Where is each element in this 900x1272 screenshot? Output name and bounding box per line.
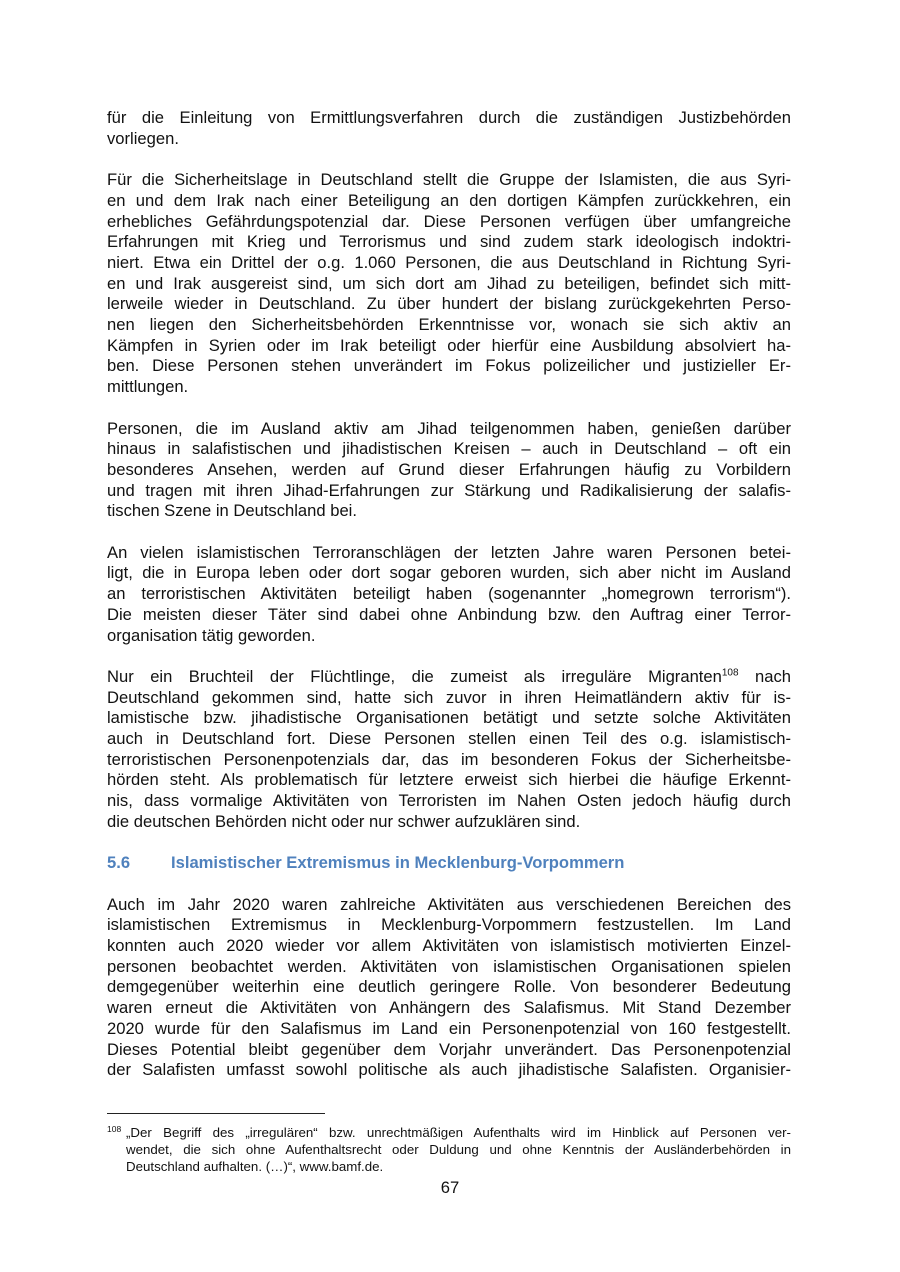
paragraph-2 xyxy=(107,170,791,398)
text-line: erhebliches Gefährdungspotenzial dar. Diese Personen verfügen über umfangreiche xyxy=(107,211,791,231)
text-line: waren erneut die Aktivitäten von Anhängern des Salafismus. Mit Stand Dezember xyxy=(107,998,791,1018)
section-heading xyxy=(107,853,791,874)
text-line: Erfahrungen mit Krieg und Terrorismus und sind zudem stark ideologisch indoktri- xyxy=(107,232,791,252)
page-number: 67 xyxy=(440,1178,460,1197)
text-line: ligt, die in Europa leben oder dort sogar geboren wurden, sich aber nicht im Ausland xyxy=(107,563,791,583)
text-line: organisation tätig geworden. xyxy=(107,625,316,645)
text-line: hinaus in salafistischen und jihadistischen Kreisen – auch in Deutschland – oft ein xyxy=(107,439,791,459)
paragraph-5 xyxy=(107,667,791,833)
paragraph-4 xyxy=(107,543,791,647)
text-line: an terroristischen Aktivitäten beteiligt haben (sogenannter „homegrown terrorism“). xyxy=(107,584,791,604)
section-paragraph xyxy=(107,895,791,1081)
text-line: Kämpfen in Syrien oder im Irak beteiligt oder hierfür eine Ausbildung absolviert ha- xyxy=(107,335,791,355)
text-line: en und Irak ausgereist sind, um sich dort am Jihad zu beteiligen, befindet sich mitt- xyxy=(107,273,791,293)
text-line: islamistischen Extremismus in Mecklenburg-Vorpommern festzustellen. Im Land xyxy=(107,915,791,935)
text-line: die deutschen Behörden nicht oder nur schwer aufzuklären sind. xyxy=(107,811,581,831)
paragraph-1 xyxy=(107,108,791,149)
footnote-separator xyxy=(107,1113,325,1114)
text-line: nen liegen den Sicherheitsbehörden Erkenntnisse vor, wonach sie sich aktiv an xyxy=(107,315,791,335)
text-line: terroristischen Personenpotenzials dar, das im besonderen Fokus der Sicherheitsbe- xyxy=(107,749,791,769)
text-line: lamistische bzw. jihadistische Organisationen betätigt und setzte solche Aktivitäten xyxy=(107,708,791,728)
text-line: niert. Etwa ein Drittel der o.g. 1.060 Personen, die aus Deutschland in Richtung Syri- xyxy=(107,252,791,272)
text-line: besonderes Ansehen, werden auf Grund dieser Erfahrungen häufig zu Vorbildern xyxy=(107,459,791,479)
text-line: und tragen mit ihren Jihad-Erfahrungen zur Stärkung und Radikalisierung der salafis- xyxy=(107,480,791,500)
section-title: Islamistischer Extremismus in Mecklenburg-Vorpommern xyxy=(171,853,625,873)
page-body xyxy=(107,108,791,1102)
text-line: vorliegen. xyxy=(107,128,179,148)
text-line: Dieses Potential bleibt gegenüber dem Vorjahr unverändert. Das Personenpotenzial xyxy=(107,1039,791,1059)
footnote-text xyxy=(107,1124,791,1175)
text-line: Personen, die im Ausland aktiv am Jihad teilgenommen haben, genießen darüber xyxy=(107,418,791,438)
text-line: konnten auch 2020 wieder vor allem Aktivitäten von islamistisch motivierten Einzel- xyxy=(107,936,791,956)
footnote-reference[interactable]: 108 xyxy=(721,667,739,679)
text-line: mittlungen. xyxy=(107,377,189,397)
text-line: Deutschland gekommen sind, hatte sich zuvor in ihren Heimatländern aktiv für is- xyxy=(107,687,791,707)
section-number: 5.6 xyxy=(107,853,131,873)
text-line: Die meisten dieser Täter sind dabei ohne Anbindung bzw. den Auftrag einer Terror- xyxy=(107,604,791,624)
text-line: tischen Szene in Deutschland bei. xyxy=(107,501,357,521)
footnote-108 xyxy=(107,1124,791,1175)
text-line: der Salafisten umfasst sowohl politische als auch jihadistische Salafisten. Organisier- xyxy=(107,1060,791,1080)
footnote-line: Deutschland aufhalten. (…)“, www.bamf.de. xyxy=(126,1159,384,1174)
footnote-line: „Der Begriff des „irregulären“ bzw. unrechtmäßigen Aufenthalts wird im Hinblick auf Personen ver- xyxy=(126,1125,791,1140)
text-line: personen beobachtet werden. Aktivitäten von islamistischen Organisationen spielen xyxy=(107,956,791,976)
text-fragment: nach xyxy=(738,666,792,686)
text-line: lerweile wieder in Deutschland. Zu über hundert der bislang zurückgekehrten Perso- xyxy=(107,294,791,314)
text-line: demgegenüber weiterhin eine deutlich geringere Rolle. Von besonderer Bedeutung xyxy=(107,977,791,997)
text-line: 2020 wurde für den Salafismus im Land ein Personenpotenzial von 160 festgestellt. xyxy=(107,1018,791,1038)
text-fragment: Nur ein Bruchteil der Flüchtlinge, die zumeist als irreguläre Migranten xyxy=(107,666,722,686)
text-line: nis, dass vormalige Aktivitäten von Terroristen im Nahen Osten jedoch häufig durch xyxy=(107,791,791,811)
paragraph-3 xyxy=(107,419,791,523)
text-line: hörden steht. Als problematisch für letztere erweist sich hierbei die häufige Erkennt- xyxy=(107,770,791,790)
text-line: An vielen islamistischen Terroranschlägen der letzten Jahre waren Personen betei- xyxy=(107,542,791,562)
text-line-with-footnote-ref xyxy=(107,667,791,688)
text-line: für die Einleitung von Ermittlungsverfahren durch die zuständigen Justizbehörden xyxy=(107,108,791,127)
text-line: ben. Diese Personen stehen unverändert im Fokus polizeilicher und justizieller Er- xyxy=(107,356,791,376)
footnote-line: wendet, die sich ohne Aufenthaltsrecht oder Duldung und ohne Kenntnis der Ausländerbehörden in xyxy=(126,1142,791,1157)
footnote-number: 108 xyxy=(107,1124,122,1134)
text-line: Auch im Jahr 2020 waren zahlreiche Aktivitäten aus verschiedenen Bereichen des xyxy=(107,894,791,914)
text-line: en und dem Irak nach einer Beteiligung an den dortigen Kämpfen zurückkehren, ein xyxy=(107,190,791,210)
text-line: auch in Deutschland fort. Diese Personen stellen einen Teil des o.g. islamistisch- xyxy=(107,729,791,749)
text-line: Für die Sicherheitslage in Deutschland stellt die Gruppe der Islamisten, die aus Syri- xyxy=(107,170,791,190)
